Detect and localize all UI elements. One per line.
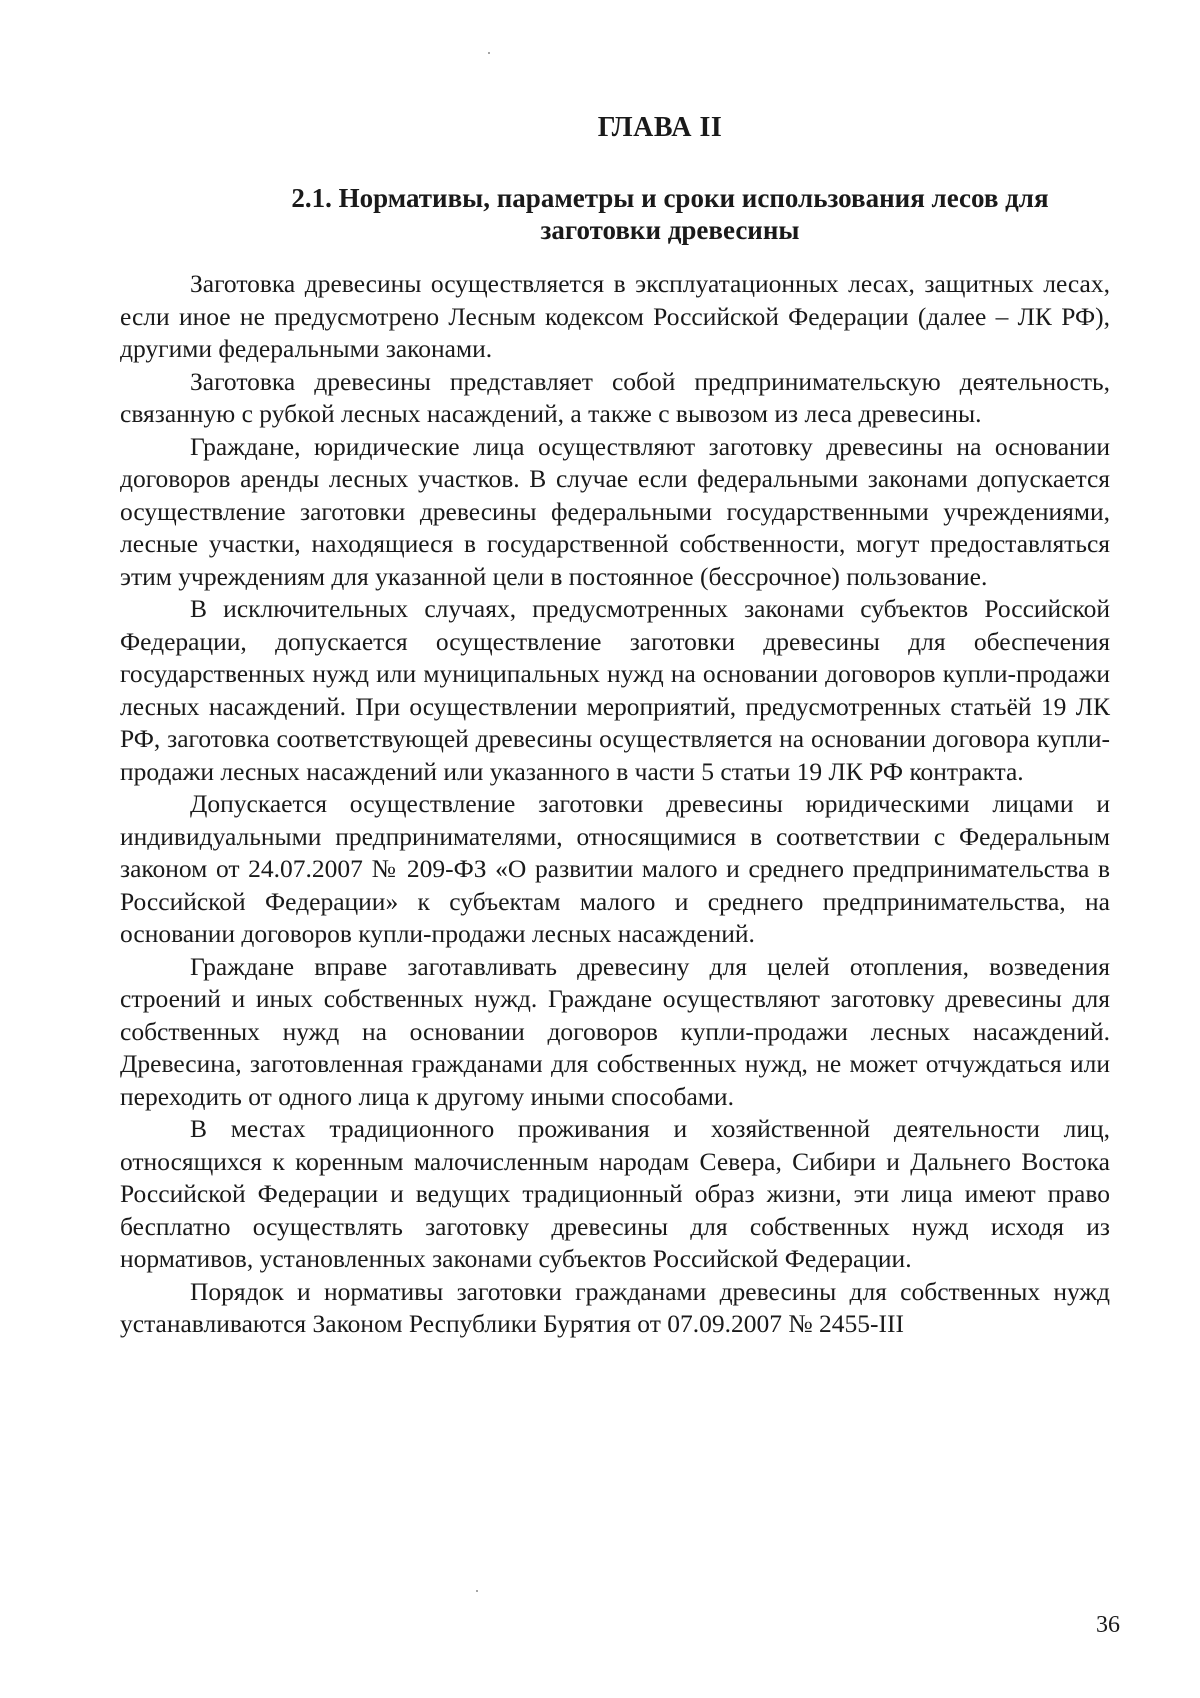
chapter-title: ГЛАВА II bbox=[597, 112, 723, 143]
paragraph: Порядок и нормативы заготовки гражданами древесины для собственных нужд устанавливаются Законом Республики Бурятия от 07.09.2007 № 2455-III bbox=[120, 1276, 1110, 1338]
section-title: 2.1. Нормативы, параметры и сроки использования лесов для заготовки древесины bbox=[291, 183, 1049, 245]
paragraph: Допускается осуществление заготовки древесины юридическими лицами и индивидуальными предпринимателями, относящимися в соответствии с Федеральным законом от 24.07.2007 № 209-ФЗ «О развитии малого и среднего предпринимательства в Российской Федерации» к субъектам малого и среднего предпринимательства, на основании договоров купли-продажи лесных насаждений. bbox=[120, 789, 1110, 948]
scan-speck bbox=[488, 52, 490, 54]
paragraph: Заготовка древесины представляет собой предпринимательскую деятельность, связанную с рубкой лесных насаждений, а также с вывозом из леса древесины. bbox=[120, 366, 1110, 428]
paragraph: Заготовка древесины осуществляется в эксплуатационных лесах, защитных лесах, если иное не предусмотрено Лесным кодексом Российской Федерации (далее – ЛК РФ), другими федеральными законами. bbox=[120, 269, 1110, 363]
scan-speck bbox=[476, 1590, 478, 1592]
paragraph: В местах традиционного проживания и хозяйственной деятельности лиц, относящихся к коренным малочисленным народам Севера, Сибири и Дальнего Востока Российской Федерации и ведущих традиционный образ жизни, эти лица имеют право бесплатно осуществлять заготовку древесины для собственных нужд исходя из нормативов, установленных законами субъектов Российской Федерации. bbox=[120, 1114, 1110, 1273]
body-text bbox=[120, 268, 1110, 1341]
paragraph: Граждане, юридические лица осуществляют заготовку древесины на основании договоров аренды лесных участков. В случае если федеральными законами допускается осуществление заготовки древесины федеральными государственными учреждениями, лесные участки, находящиеся в государственной собственности, могут предоставляться этим учреждениям для указанной цели в постоянное (бессрочное) пользование. bbox=[120, 431, 1110, 591]
paragraph: Граждане вправе заготавливать древесину для целей отопления, возведения строений и иных собственных нужд. Граждане осуществляют заготовку древесины для собственных нужд на основании договоров купли-продажи лесных насаждений. Древесина, заготовленная гражданами для собственных нужд, не может отчуждаться или переходить от одного лица к другому иными способами. bbox=[120, 951, 1110, 1111]
paragraph: В исключительных случаях, предусмотренных законами субъектов Российской Федерации, допускается осуществление заготовки древесины для обеспечения государственных нужд или муниципальных нужд на основании договоров купли-продажи лесных насаждений. При осуществлении мероприятий, предусмотренных статьёй 19 ЛК РФ, заготовка соответствующей древесины осуществляется на основании договора купли-продажи лесных насаждений или указанного в части 5 статьи 19 ЛК РФ контракта. bbox=[120, 594, 1110, 786]
page-number: 36 bbox=[1096, 1612, 1120, 1638]
